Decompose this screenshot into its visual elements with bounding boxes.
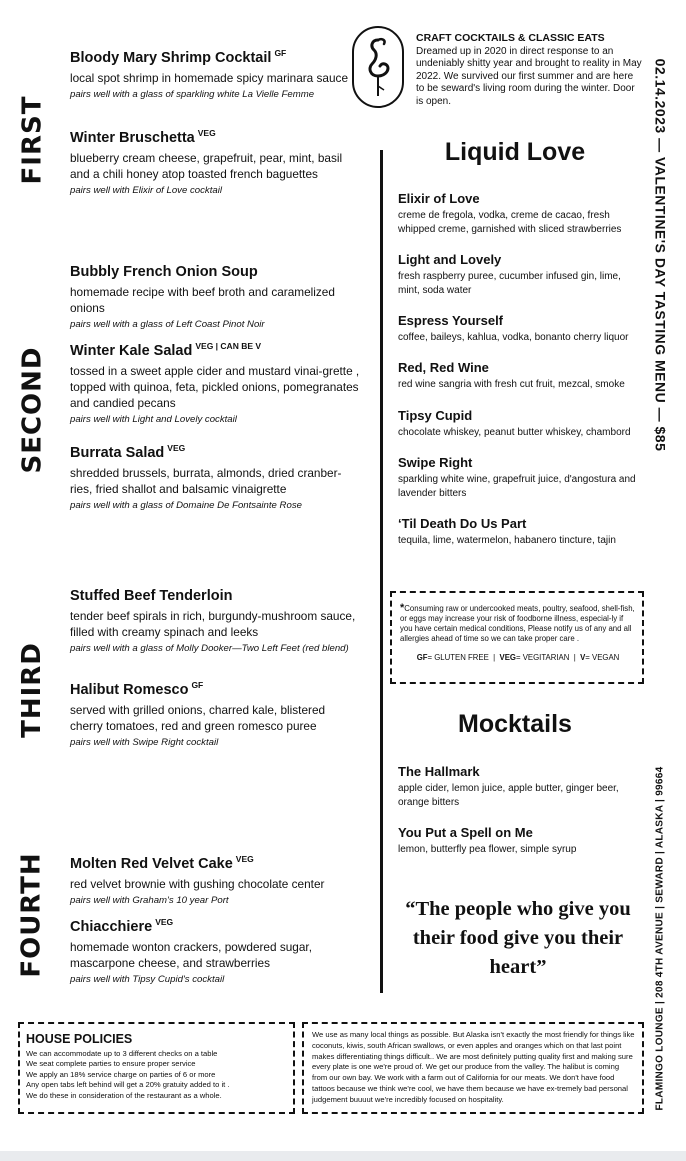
- dish-molten-red-velvet-cake: [70, 850, 360, 907]
- dish-pairing: pairs well with a glass of Left Coast Pinot Noir: [70, 319, 265, 330]
- drink-description: coffee, baileys, kahlua, vodka, bonanto cherry liquor: [398, 332, 629, 343]
- dish-burrata-salad: [70, 439, 360, 512]
- drink-espress-yourself: [398, 313, 644, 345]
- center-divider: [380, 150, 383, 993]
- drink-description: chocolate whiskey, peanut butter whiskey, chambord: [398, 427, 631, 438]
- drink-name: Swipe Right: [398, 455, 473, 470]
- dish-description: blueberry cream cheese, grapefruit, pear, mint, basil and a chili honey atop toasted french baguettes: [70, 151, 343, 181]
- dish-description: red velvet brownie with gushing chocolate center: [70, 877, 325, 891]
- dish-pairing: pairs well with Swipe Right cocktail: [70, 737, 219, 748]
- course-label-second: SECOND: [17, 346, 48, 474]
- drink-description: fresh raspberry puree, cucumber infused gin, lime, mint, soda water: [398, 271, 621, 296]
- drink-red-red-wine: [398, 360, 644, 392]
- drink-the-hallmark: [398, 764, 644, 810]
- drink-name: Red, Red Wine: [398, 360, 489, 375]
- drink-name: Elixir of Love: [398, 191, 480, 206]
- drink-name: Espress Yourself: [398, 313, 504, 328]
- dish-bubbly-french-onion-soup: [70, 258, 360, 331]
- dietary-tag: GF: [274, 48, 287, 58]
- drink-description: sparkling white wine, grapefruit juice, d'angostura and lavender bitters: [398, 474, 636, 499]
- drink-elixir-of-love: [398, 191, 644, 237]
- intro-text: Dreamed up in 2020 in direct response to an undeniably shitty year and brought to reality in May 2022. We survived our first summer and are here to be seward's living room during the winter. Door is open.: [416, 46, 642, 107]
- dish-halibut-romesco: [70, 676, 360, 749]
- quote: “The people who give you their food give you their heart”: [405, 898, 631, 978]
- drink-light-and-lovely: [398, 252, 644, 298]
- dish-pairing: pairs well with a glass of Domaine De Fontsainte Rose: [70, 500, 302, 511]
- dietary-legend: GF= GLUTEN FREE | VEG= VEGITARIAN | V= VEGAN: [416, 653, 620, 662]
- policy-item: We apply an 18% service charge on parties of 6 or more: [26, 1069, 216, 1079]
- dish-description: tossed in a sweet apple cider and mustard vinai-grette , topped with quinoa, feta, pickled onions, pomegranates and candied pecans: [70, 364, 360, 410]
- dish-bloody-mary-shrimp-cocktail: [70, 44, 360, 101]
- dish-stuffed-beef-tenderloin: [70, 582, 360, 655]
- course-label-fourth: FOURTH: [17, 852, 48, 978]
- dish-pairing: pairs well with a glass of sparkling white La Vielle Femme: [70, 89, 315, 100]
- dietary-tag: VEG: [155, 917, 174, 927]
- dish-name: Bloody Mary Shrimp Cocktail $^{GF}$: [70, 48, 287, 66]
- dietary-tag: VEG: [197, 128, 216, 138]
- intro-title: CRAFT COCKTAILS & CLASSIC EATS: [416, 32, 605, 44]
- local-sourcing-note: We use as many local things as possible. But Alaska isn't exactly the most friendly for things like coconuts, kiwis, south African swallows, or even apples and oranges which on that last point makes differentiating things difficult.. We are most definitely putting quality first and making sure every plate is one we're proud of. We get our produce from the valley. The halibut is coming from our own bay. We work with a farm out of California for our meats. We don't have food tattoos because we think we're cool, we have them because we have ex-tremely bad personal judgement buuuut we're incredibly focused on hospitality.: [302, 1022, 644, 1114]
- dish-pairing: pairs well with Tipsy Cupid's cocktail: [70, 974, 225, 985]
- bottom-band: [0, 1151, 686, 1161]
- dish-name: Stuffed Beef Tenderloin: [70, 588, 233, 604]
- drink-til-death-do-us-part: [398, 516, 644, 548]
- allergy-notice: [390, 591, 644, 684]
- address-vertical: FLAMINGO LOUNGE | 208 4TH AVENUE | SEWARD | ALASKA | 99664: [654, 765, 666, 1111]
- dish-name: Chiacchiere $^{VEG}$: [70, 917, 174, 935]
- policy-item: We can accommodate up to 3 different checks on a table: [26, 1049, 218, 1058]
- dish-name: Molten Red Velvet Cake $^{VEG}$: [70, 854, 254, 872]
- dish-description: local spot shrimp in homemade spicy marinara sauce: [70, 71, 349, 85]
- menu-title-vertical: 02.14.2023 — VALENTINE'S DAY TASTING MENU — $85: [652, 58, 669, 452]
- drink-name: Light and Lovely: [398, 252, 502, 267]
- dish-description: shredded brussels, burrata, almonds, dried cranber-ries, fried shallot and balsamic vinaigrette: [70, 466, 342, 496]
- dietary-tag: VEG | CAN BE V: [195, 341, 262, 351]
- policy-item: We seat complete parties to ensure proper service: [26, 1059, 196, 1069]
- dish-pairing: pairs well with Light and Lovely cocktail: [70, 414, 237, 425]
- intro-block: [416, 32, 642, 108]
- allergy-text: *Consuming raw or undercooked meats, poultry, seafood, shell-fish, or eggs may increase your risk of foodborne illness, especial-ly if you have certain medical conditions, Please notify us of any and all allergies ahead of time so we can take proper care .: [400, 602, 635, 643]
- dish-description: tender beef spirals in rich, burgundy-mushroom sauce, filled with creamy spinach and leeks: [70, 609, 356, 639]
- mocktails-heading: Mocktails: [458, 710, 572, 738]
- drink-description: red wine sangria with fresh cut fruit, mezcal, smoke: [398, 379, 625, 390]
- course-label-first: FIRST: [17, 95, 48, 185]
- dish-winter-bruschetta: [70, 124, 360, 197]
- house-policies: [18, 1022, 295, 1114]
- dish-name: Burrata Salad $^{VEG}$: [70, 443, 186, 461]
- liquid-love-heading: Liquid Love: [444, 138, 586, 166]
- policy-item: We do these in consideration of the restaurant as a whole.: [26, 1090, 222, 1100]
- dish-description: served with grilled onions, charred kale, blistered cherry tomatoes, red and green romesco puree: [70, 703, 326, 733]
- drink-name: You Put a Spell on Me: [398, 825, 533, 840]
- dish-name: Bubbly French Onion Soup: [70, 264, 258, 280]
- dietary-tag: VEG: [167, 443, 186, 453]
- dish-name: Winter Kale Salad $^{VEG | CAN BE V}$: [70, 341, 262, 359]
- dietary-tag: VEG: [235, 854, 254, 864]
- dish-pairing: pairs well with a glass of Molly Dooker—Two Left Feet (red blend): [70, 643, 349, 654]
- flamingo-logo: [352, 26, 404, 108]
- drink-you-put-a-spell-on-me: [398, 825, 644, 857]
- house-policies-title: HOUSE POLICIES: [26, 1032, 133, 1046]
- drink-description: tequila, lime, watermelon, habanero tincture, tajin: [398, 535, 616, 546]
- dish-description: homemade recipe with beef broth and caramelized onions: [70, 285, 335, 315]
- dish-name: Halibut Romesco $^{GF}$: [70, 680, 204, 698]
- drink-description: lemon, butterfly pea flower, simple syrup: [398, 844, 577, 855]
- dish-description: homemade wonton crackers, powdered sugar, mascarpone cheese, and strawberries: [70, 940, 312, 970]
- dietary-tag: GF: [191, 680, 204, 690]
- drink-tipsy-cupid: [398, 408, 644, 440]
- drink-description: creme de fregola, vodka, creme de cacao, fresh whipped creme, garnished with sliced strawberries: [398, 210, 622, 235]
- dish-winter-kale-salad: [70, 337, 360, 426]
- dish-name: Winter Bruschetta $^{VEG}$: [70, 128, 216, 146]
- flamingo-icon: [354, 28, 402, 106]
- drink-name: The Hallmark: [398, 764, 480, 779]
- dish-pairing: pairs well with Elixir of Love cocktail: [70, 185, 222, 196]
- drink-description: apple cider, lemon juice, apple butter, ginger beer, orange bitters: [398, 783, 619, 808]
- drink-name: ‘Til Death Do Us Part: [398, 516, 527, 531]
- policy-item: Any open tabs left behind will get a 20% gratuity added to it .: [26, 1080, 230, 1090]
- dish-chiacchiere: [70, 913, 360, 986]
- course-label-third: THIRD: [17, 642, 47, 738]
- dish-pairing: pairs well with Graham's 10 year Port: [70, 895, 229, 906]
- drink-name: Tipsy Cupid: [398, 408, 473, 423]
- drink-swipe-right: [398, 455, 644, 501]
